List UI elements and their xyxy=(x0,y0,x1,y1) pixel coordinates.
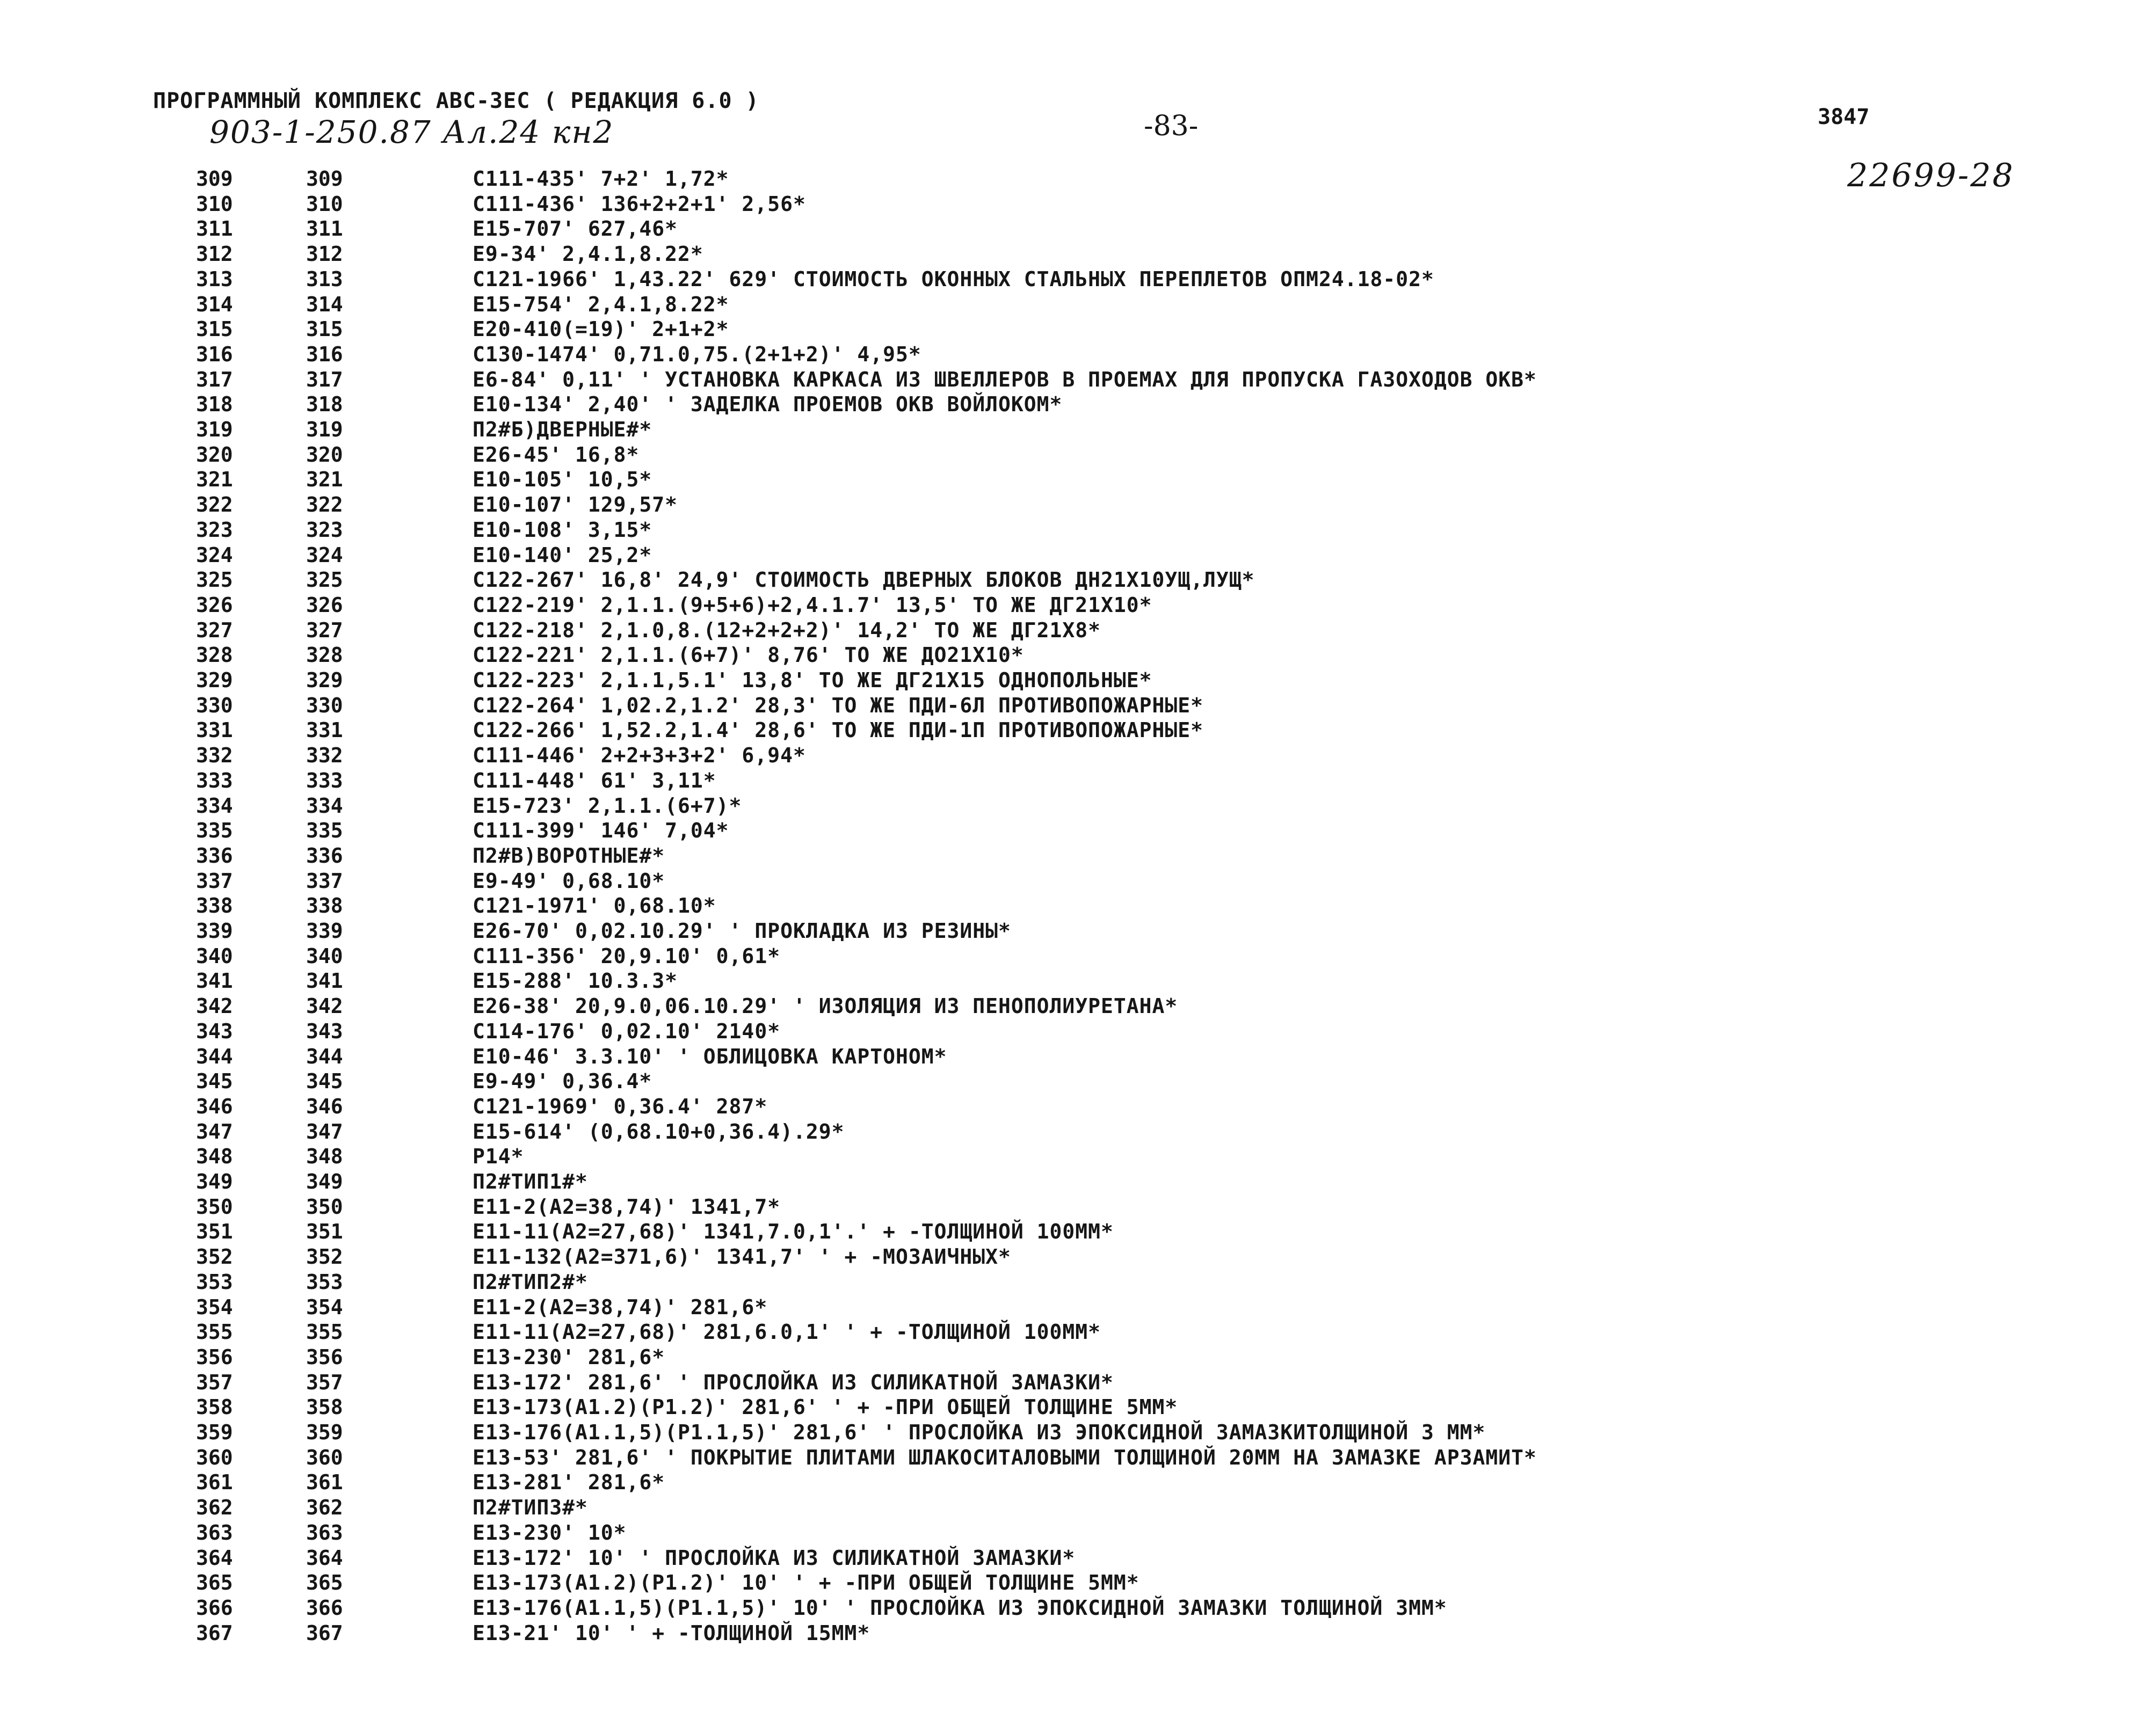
statement-text: С130-1474' 0,71.0,75.(2+1+2)' 4,95* xyxy=(473,342,921,366)
line-number: 345 xyxy=(196,1069,233,1094)
line-number: 322 xyxy=(196,493,233,517)
statement-text: С122-219' 2,1.1.(9+5+6)+2,4.1.7' 13,5' ТО ЖЕ ДГ21Х10* xyxy=(473,593,1152,617)
statement-text: С121-1966' 1,43.22' 629' СТОИМОСТЬ ОКОННЫХ СТАЛЬНЫХ ПЕРЕПЛЕТОВ ОПМ24.18-02* xyxy=(473,267,1434,291)
line-number: 330 xyxy=(196,693,233,717)
line-number-repeat: 356 xyxy=(306,1345,343,1369)
line-number: 311 xyxy=(196,217,233,241)
listing-row xyxy=(0,292,2156,317)
statement-text: С111-448' 61' 3,11* xyxy=(473,768,716,792)
handwritten-reference-number: 22699-28 xyxy=(1847,157,2015,194)
line-number: 329 xyxy=(196,668,233,692)
statement-text: Е9-49' 0,68.10* xyxy=(473,869,665,893)
line-number: 366 xyxy=(196,1596,233,1620)
line-number-repeat: 350 xyxy=(306,1194,343,1219)
statement-text: Е9-49' 0,36.4* xyxy=(473,1069,652,1094)
statement-text: Е13-21' 10' ' + -ТОЛЩИНОЙ 15ММ* xyxy=(473,1621,870,1645)
listing-row xyxy=(0,893,2156,918)
line-number-repeat: 310 xyxy=(306,192,343,216)
line-number: 360 xyxy=(196,1445,233,1469)
line-number: 350 xyxy=(196,1194,233,1219)
line-number: 351 xyxy=(196,1220,233,1244)
statement-text: Е11-2(А2=38,74)' 281,6* xyxy=(473,1295,768,1319)
listing-row xyxy=(0,869,2156,893)
line-number-repeat: 367 xyxy=(306,1621,343,1645)
line-number-repeat: 327 xyxy=(306,618,343,642)
line-number-repeat: 338 xyxy=(306,894,343,918)
line-number: 309 xyxy=(196,167,233,191)
line-number-repeat: 326 xyxy=(306,593,343,617)
line-number-repeat: 316 xyxy=(306,342,343,366)
listing-row xyxy=(0,1244,2156,1269)
line-number-repeat: 354 xyxy=(306,1295,343,1319)
line-number-repeat: 314 xyxy=(306,292,343,316)
listing-row xyxy=(0,768,2156,793)
listing-row xyxy=(0,994,2156,1018)
line-number-repeat: 343 xyxy=(306,1019,343,1043)
statement-text: Е15-288' 10.3.3* xyxy=(473,969,678,993)
statement-text: Р14* xyxy=(473,1145,524,1169)
line-number: 315 xyxy=(196,317,233,341)
line-number-repeat: 329 xyxy=(306,668,343,692)
line-number-repeat: 361 xyxy=(306,1470,343,1495)
statement-text: С111-446' 2+2+3+3+2' 6,94* xyxy=(473,744,806,768)
line-number: 327 xyxy=(196,618,233,642)
statement-text: Е13-230' 281,6* xyxy=(473,1345,665,1369)
line-number-repeat: 352 xyxy=(306,1245,343,1269)
statement-text: С122-221' 2,1.1.(6+7)' 8,76' ТО ЖЕ ДО21Х10* xyxy=(473,643,1024,667)
line-number-repeat: 348 xyxy=(306,1145,343,1169)
listing-row xyxy=(0,1270,2156,1294)
line-number-repeat: 359 xyxy=(306,1420,343,1444)
line-number: 346 xyxy=(196,1094,233,1118)
line-number: 310 xyxy=(196,192,233,216)
line-number-repeat: 346 xyxy=(306,1094,343,1118)
statement-text: С111-399' 146' 7,04* xyxy=(473,819,729,843)
listing-row xyxy=(0,1295,2156,1320)
statement-text: Е13-230' 10* xyxy=(473,1520,627,1545)
statement-text: П2#ТИП2#* xyxy=(473,1270,588,1294)
line-number: 354 xyxy=(196,1295,233,1319)
line-number: 312 xyxy=(196,242,233,266)
line-number-repeat: 366 xyxy=(306,1596,343,1620)
statement-text: Е13-172' 281,6' ' ПРОСЛОЙКА ИЗ СИЛИКАТНОЙ ЗАМАЗКИ* xyxy=(473,1370,1114,1394)
line-number: 358 xyxy=(196,1395,233,1419)
statement-text: С121-1971' 0,68.10* xyxy=(473,894,716,918)
listing-row xyxy=(0,593,2156,617)
line-number: 344 xyxy=(196,1044,233,1068)
line-number: 332 xyxy=(196,744,233,768)
listing-row xyxy=(0,793,2156,818)
statement-text: С122-264' 1,02.2,1.2' 28,3' ТО ЖЕ ПДИ-6Л ПРОТИВОПОЖАРНЫЕ* xyxy=(473,693,1204,717)
line-number-repeat: 360 xyxy=(306,1445,343,1469)
line-number: 317 xyxy=(196,367,233,391)
listing-row xyxy=(0,442,2156,467)
line-number-repeat: 320 xyxy=(306,442,343,467)
statement-text: С111-435' 7+2' 1,72* xyxy=(473,167,729,191)
line-number-repeat: 358 xyxy=(306,1395,343,1419)
line-number-repeat: 322 xyxy=(306,493,343,517)
line-number-repeat: 317 xyxy=(306,367,343,391)
listing-row xyxy=(0,216,2156,241)
line-number-repeat: 319 xyxy=(306,418,343,441)
statement-text: Е10-46' 3.3.10' ' ОБЛИЦОВКА КАРТОНОМ* xyxy=(473,1044,947,1068)
line-number: 326 xyxy=(196,593,233,617)
line-number: 313 xyxy=(196,267,233,291)
listing-row xyxy=(0,968,2156,993)
line-number: 356 xyxy=(196,1345,233,1369)
listing-row xyxy=(0,818,2156,843)
listing-row xyxy=(0,1345,2156,1369)
line-number: 363 xyxy=(196,1520,233,1545)
statement-text: Е13-176(А1.1,5)(Р1.1,5)' 10' ' ПРОСЛОЙКА ИЗ ЭПОКСИДНОЙ ЗАМАЗКИ ТОЛЩИНОЙ 3ММ* xyxy=(473,1596,1447,1620)
listing-row xyxy=(0,1520,2156,1545)
listing-row xyxy=(0,1546,2156,1570)
listing-row xyxy=(0,192,2156,216)
line-number-repeat: 330 xyxy=(306,693,343,717)
line-number: 338 xyxy=(196,894,233,918)
line-number: 324 xyxy=(196,543,233,567)
statement-text: Е11-132(А2=371,6)' 1341,7' ' + -МОЗАИЧНЫХ* xyxy=(473,1245,1011,1269)
statement-text: С122-266' 1,52.2,1.4' 28,6' ТО ЖЕ ПДИ-1П ПРОТИВОПОЖАРНЫЕ* xyxy=(473,718,1204,742)
statement-text: Е11-11(А2=27,68)' 1341,7.0,1'.' + -ТОЛЩИНОЙ 100ММ* xyxy=(473,1220,1114,1244)
listing-row xyxy=(0,267,2156,292)
line-number-repeat: 337 xyxy=(306,869,343,893)
listing-row xyxy=(0,1144,2156,1169)
statement-text: Е11-2(А2=38,74)' 1341,7* xyxy=(473,1194,781,1219)
line-number: 359 xyxy=(196,1420,233,1444)
line-number-repeat: 309 xyxy=(306,167,343,191)
line-number-repeat: 345 xyxy=(306,1069,343,1094)
line-number: 334 xyxy=(196,793,233,818)
statement-text: Е10-140' 25,2* xyxy=(473,543,652,567)
listing-row xyxy=(0,1119,2156,1144)
line-number: 367 xyxy=(196,1621,233,1645)
statement-text: С114-176' 0,02.10' 2140* xyxy=(473,1019,781,1043)
statement-text: Е10-134' 2,40' ' ЗАДЕЛКА ПРОЕМОВ ОКВ ВОЙЛОКОМ* xyxy=(473,392,1063,417)
line-number-repeat: 351 xyxy=(306,1220,343,1244)
listing-row xyxy=(0,392,2156,417)
line-number: 352 xyxy=(196,1245,233,1269)
listing-row xyxy=(0,693,2156,718)
line-number-repeat: 341 xyxy=(306,969,343,993)
statement-text: Е15-614' (0,68.10+0,36.4).29* xyxy=(473,1119,845,1143)
listing-row xyxy=(0,1194,2156,1219)
listing-row xyxy=(0,1370,2156,1395)
line-number-repeat: 313 xyxy=(306,267,343,291)
line-number-repeat: 355 xyxy=(306,1320,343,1344)
listing-row xyxy=(0,944,2156,968)
statement-text: П2#В)ВОРОТНЫЕ#* xyxy=(473,843,665,868)
line-number: 342 xyxy=(196,994,233,1018)
line-number-repeat: 333 xyxy=(306,768,343,792)
listing-row xyxy=(0,743,2156,768)
listing-row xyxy=(0,718,2156,742)
listing-row xyxy=(0,342,2156,367)
line-number: 348 xyxy=(196,1145,233,1169)
line-number: 365 xyxy=(196,1571,233,1595)
line-number-repeat: 357 xyxy=(306,1370,343,1394)
line-number-repeat: 335 xyxy=(306,819,343,843)
line-number: 361 xyxy=(196,1470,233,1495)
statement-text: Е13-173(А1.2)(Р1.2)' 281,6' ' + -ПРИ ОБЩЕЙ ТОЛЩИНЕ 5ММ* xyxy=(473,1395,1178,1419)
listing-row xyxy=(0,467,2156,492)
statement-text: С122-218' 2,1.0,8.(12+2+2+2)' 14,2' ТО ЖЕ ДГ21Х8* xyxy=(473,618,1101,642)
line-number: 319 xyxy=(196,418,233,441)
listing-row xyxy=(0,166,2156,191)
line-number: 353 xyxy=(196,1270,233,1294)
line-number: 323 xyxy=(196,518,233,542)
line-number-repeat: 328 xyxy=(306,643,343,667)
listing-row xyxy=(0,1019,2156,1044)
line-number: 316 xyxy=(196,342,233,366)
line-number: 339 xyxy=(196,919,233,943)
listing-row xyxy=(0,567,2156,592)
line-number: 357 xyxy=(196,1370,233,1394)
listing-row xyxy=(0,1169,2156,1194)
sheet-number: 3847 xyxy=(1818,105,1870,129)
line-number-repeat: 318 xyxy=(306,392,343,417)
listing-row xyxy=(0,843,2156,868)
line-number: 343 xyxy=(196,1019,233,1043)
statement-text: Е13-176(А1.1,5)(Р1.1,5)' 281,6' ' ПРОСЛОЙКА ИЗ ЭПОКСИДНОЙ ЗАМАЗКИТОЛЩИНОЙ 3 ММ* xyxy=(473,1420,1486,1444)
listing-row xyxy=(0,1219,2156,1244)
listing-row xyxy=(0,618,2156,643)
line-number-repeat: 331 xyxy=(306,718,343,742)
line-number-repeat: 321 xyxy=(306,468,343,492)
line-number: 336 xyxy=(196,843,233,868)
handwritten-project-code: 903-1-250.87 Ал.24 кн2 xyxy=(209,114,614,150)
line-number-repeat: 353 xyxy=(306,1270,343,1294)
statement-text: Е20-410(=19)' 2+1+2* xyxy=(473,317,729,341)
listing-row xyxy=(0,1044,2156,1069)
line-number: 321 xyxy=(196,468,233,492)
line-number: 340 xyxy=(196,944,233,968)
statement-text: С122-267' 16,8' 24,9' СТОИМОСТЬ ДВЕРНЫХ БЛОКОВ ДН21Х10УЩ,ЛУЩ* xyxy=(473,568,1255,592)
line-number-repeat: 344 xyxy=(306,1044,343,1068)
line-number: 349 xyxy=(196,1170,233,1193)
listing-row xyxy=(0,317,2156,341)
listing-row xyxy=(0,1420,2156,1445)
statement-text: Е10-108' 3,15* xyxy=(473,518,652,542)
line-number: 341 xyxy=(196,969,233,993)
listing-row xyxy=(0,1470,2156,1495)
line-number-repeat: 312 xyxy=(306,242,343,266)
line-number: 364 xyxy=(196,1546,233,1570)
listing-row xyxy=(0,543,2156,567)
listing-row xyxy=(0,1621,2156,1645)
line-number-repeat: 334 xyxy=(306,793,343,818)
line-number-repeat: 349 xyxy=(306,1170,343,1193)
line-number-repeat: 315 xyxy=(306,317,343,341)
statement-text: Е26-38' 20,9.0,06.10.29' ' ИЗОЛЯЦИЯ ИЗ ПЕНОПОЛИУРЕТАНА* xyxy=(473,994,1178,1018)
program-title: ПРОГРАММНЫЙ КОМПЛЕКС ABC-3EC ( РЕДАКЦИЯ 6.0 ) xyxy=(153,89,759,113)
line-number: 328 xyxy=(196,643,233,667)
line-number-repeat: 311 xyxy=(306,217,343,241)
page-number: -83- xyxy=(1144,110,1199,142)
listing-row xyxy=(0,668,2156,693)
statement-text: Е9-34' 2,4.1,8.22* xyxy=(473,242,703,266)
line-number: 320 xyxy=(196,442,233,467)
line-number-repeat: 324 xyxy=(306,543,343,567)
listing-row xyxy=(0,417,2156,442)
statement-text: Е13-173(А1.2)(Р1.2)' 10' ' + -ПРИ ОБЩЕЙ ТОЛЩИНЕ 5ММ* xyxy=(473,1571,1139,1595)
line-number-repeat: 342 xyxy=(306,994,343,1018)
statement-text: С122-223' 2,1.1,5.1' 13,8' ТО ЖЕ ДГ21Х15 ОДНОПОЛЬНЫЕ* xyxy=(473,668,1152,692)
line-number-repeat: 325 xyxy=(306,568,343,592)
listing-row xyxy=(0,1495,2156,1520)
listing-row xyxy=(0,1596,2156,1620)
line-number: 333 xyxy=(196,768,233,792)
line-number: 335 xyxy=(196,819,233,843)
statement-text: С111-436' 136+2+2+1' 2,56* xyxy=(473,192,806,216)
listing-row xyxy=(0,367,2156,392)
statement-text: Е26-70' 0,02.10.29' ' ПРОКЛАДКА ИЗ РЕЗИНЫ* xyxy=(473,919,1011,943)
statement-text: Е15-723' 2,1.1.(6+7)* xyxy=(473,793,742,818)
line-number-repeat: 339 xyxy=(306,919,343,943)
listing-row xyxy=(0,1069,2156,1094)
line-number-repeat: 364 xyxy=(306,1546,343,1570)
line-number-repeat: 363 xyxy=(306,1520,343,1545)
line-number: 314 xyxy=(196,292,233,316)
statement-text: С121-1969' 0,36.4' 287* xyxy=(473,1094,768,1118)
listing-row xyxy=(0,1094,2156,1119)
listing-row xyxy=(0,1395,2156,1419)
line-number-repeat: 332 xyxy=(306,744,343,768)
line-number-repeat: 323 xyxy=(306,518,343,542)
listing-row xyxy=(0,242,2156,266)
listing-row xyxy=(0,643,2156,667)
listing-row xyxy=(0,492,2156,517)
listing-row xyxy=(0,1570,2156,1595)
statement-text: Е10-105' 10,5* xyxy=(473,468,652,492)
line-number: 362 xyxy=(196,1496,233,1520)
listing-row xyxy=(0,919,2156,943)
listing-row xyxy=(0,1445,2156,1470)
line-number-repeat: 365 xyxy=(306,1571,343,1595)
statement-text: Е26-45' 16,8* xyxy=(473,442,640,467)
statement-text: П2#Б)ДВЕРНЫЕ#* xyxy=(473,418,652,441)
line-number-repeat: 336 xyxy=(306,843,343,868)
line-number: 318 xyxy=(196,392,233,417)
line-number: 331 xyxy=(196,718,233,742)
statement-text: Е15-707' 627,46* xyxy=(473,217,678,241)
line-number-repeat: 347 xyxy=(306,1119,343,1143)
listing-row xyxy=(0,1320,2156,1344)
statement-text: Е11-11(А2=27,68)' 281,6.0,1' ' + -ТОЛЩИНОЙ 100ММ* xyxy=(473,1320,1101,1344)
line-number: 325 xyxy=(196,568,233,592)
listing-row xyxy=(0,518,2156,542)
statement-text: Е10-107' 129,57* xyxy=(473,493,678,517)
line-number: 355 xyxy=(196,1320,233,1344)
line-number: 337 xyxy=(196,869,233,893)
statement-text: Е6-84' 0,11' ' УСТАНОВКА КАРКАСА ИЗ ШВЕЛЛЕРОВ В ПРОЕМАХ ДЛЯ ПРОПУСКА ГАЗОХОДОВ ОКВ* xyxy=(473,367,1537,391)
statement-text: Е13-172' 10' ' ПРОСЛОЙКА ИЗ СИЛИКАТНОЙ ЗАМАЗКИ* xyxy=(473,1546,1076,1570)
line-number-repeat: 340 xyxy=(306,944,343,968)
statement-text: П2#ТИП1#* xyxy=(473,1170,588,1193)
statement-text: П2#ТИП3#* xyxy=(473,1496,588,1520)
statement-text: С111-356' 20,9.10' 0,61* xyxy=(473,944,781,968)
statement-text: Е15-754' 2,4.1,8.22* xyxy=(473,292,729,316)
line-number-repeat: 362 xyxy=(306,1496,343,1520)
statement-text: Е13-53' 281,6' ' ПОКРЫТИЕ ПЛИТАМИ ШЛАКОСИТАЛОВЫМИ ТОЛЩИНОЙ 20ММ НА ЗАМАЗКЕ АРЗАМИТ* xyxy=(473,1445,1537,1469)
line-number: 347 xyxy=(196,1119,233,1143)
statement-text: Е13-281' 281,6* xyxy=(473,1470,665,1495)
